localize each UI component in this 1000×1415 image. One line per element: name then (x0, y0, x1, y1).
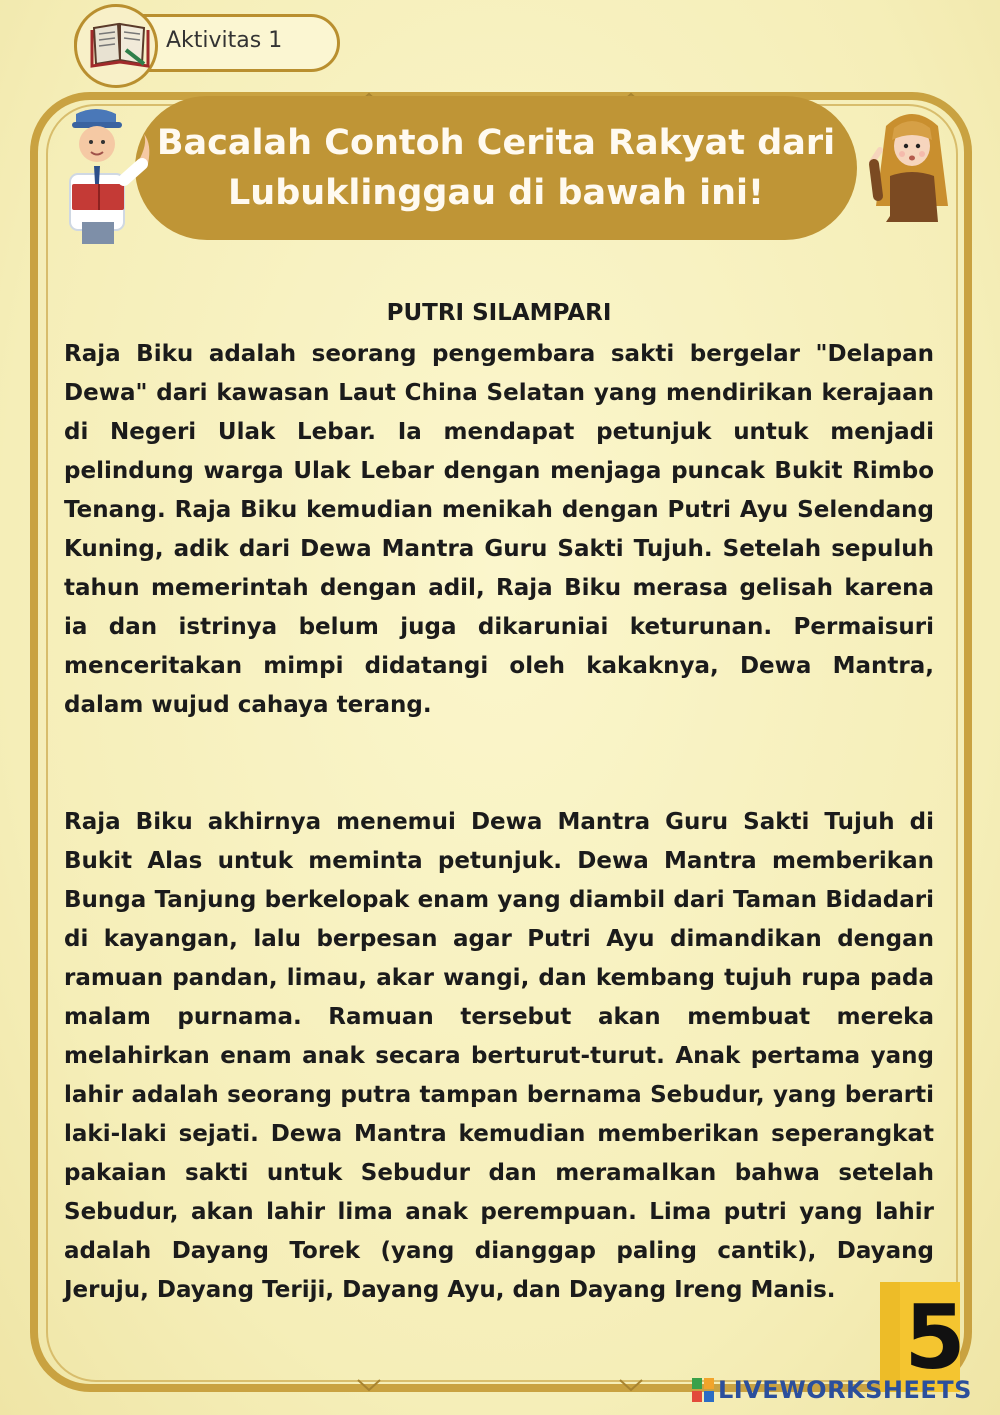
teacher-reading-illustration (52, 104, 162, 244)
chevron-decoration-icon (618, 1378, 644, 1392)
story-paragraph: Raja Biku akhirnya menemui Dewa Mantra Guru Sakti Tujuh di Bukit Alas untuk meminta petunjuk. Dewa Mantra memberikan Bunga Tanjung berkelopak enam yang diambil dari Taman Bidadari di kayangan, lalu berpesan agar Putri Ayu dimandikan dengan ramuan pandan, limau, akar wangi, dan kembang tujuh rupa pada malam purnama. Ramuan tersebut akan membuat mereka melahirkan enam anak secara berturut-turut. Anak pertama yang lahir adalah seorang putra tampan bernama Sebudur, yang berarti laki-laki sejati. Dewa Mantra kemudian memberikan seperangkat pakaian sakti untuk Sebudur dan meramalkan bahwa setelah Sebudur, akan lahir lima anak perempuan. Lima putri yang lahir adalah Dayang Torek (yang dianggap paling cantik), Dayang Jeruju, Dayang Teriji, Dayang Ayu, dan Dayang Ireng Manis. (64, 809, 934, 1303)
open-book-icon (90, 20, 150, 68)
liveworksheets-brand[interactable]: LIVEWORKSHEETS (718, 1376, 972, 1404)
story-paragraph: Raja Biku adalah seorang pengembara sakti bergelar "Delapan Dewa" dari kawasan Laut China Selatan yang mendirikan kerajaan di Negeri Ulak Lebar. Ia mendapat petunjuk untuk menjadi pelindung warga Ulak Lebar dengan menjaga puncak Bukit Rimbo Tenang. Raja Biku kemudian menikah dengan Putri Ayu Selendang Kuning, adik dari Dewa Mantra Guru Sakti Tujuh. Setelah sepuluh tahun memerintah dengan adil, Raja Biku merasa gelisah karena ia dan istrinya belum juga dikaruniai keturunan. Permaisuri menceritakan mimpi didatangi oleh kakaknya, Dewa Mantra, dalam wujud cahaya terang. (64, 341, 934, 718)
story-title: PUTRI SILAMPARI (386, 300, 612, 326)
title-banner-text (135, 118, 857, 218)
activity-label: Aktivitas 1 (166, 28, 283, 53)
page-number: 5 (904, 1286, 966, 1389)
title-line-2: Lubuklinggau di bawah ini! (227, 173, 765, 213)
title-line-1: Bacalah Contoh Cerita Rakyat dari (156, 123, 836, 163)
girl-in-hijab-illustration (856, 106, 968, 222)
liveworksheets-logo-icon (692, 1378, 714, 1402)
chevron-decoration-icon (356, 1378, 382, 1392)
